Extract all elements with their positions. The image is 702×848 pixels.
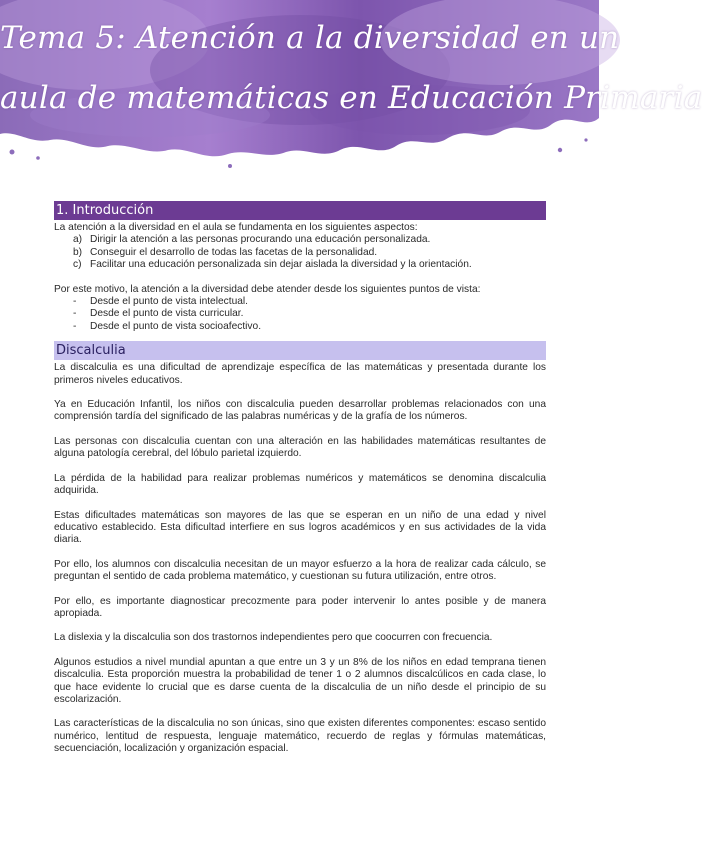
paragraph: Estas dificultades matemáticas son mayores de las que se esperan en un niño de una edad y nivel educativo establecido. Esta dificultad interfiere en sus logros académicos y en sus actividades de la vida diaria. [54, 509, 546, 546]
paragraph: Algunos estudios a nivel mundial apuntan a que entre un 3 y un 8% de los niños en edad temprana tienen discalculia. Esta proporción muestra la probabilidad de tener 1 o 2 alumnos discalcúlicos en cada clase, lo que hace evidente lo crucial que es darse cuenta de la discalculia de un niño desde el principio de su escolarización. [54, 656, 546, 705]
paragraph: Por ello, es importante diagnosticar precozmente para poder intervenir lo antes posible y de manera apropiada. [54, 595, 546, 619]
list-item: b) Conseguir el desarrollo de todas las facetas de la personalidad. [73, 246, 378, 258]
page-title-line-1: Tema 5: Atención a la diversidad en un [0, 20, 620, 56]
paragraph: Ya en Educación Infantil, los niños con discalculia pueden desarrollar problemas relacionados con una comprensión tardía del significado de las palabras numéricas y de la grafía de los números. [54, 399, 546, 423]
paragraph: Las personas con discalculia cuentan con una alteración en las habilidades matemáticas resultantes de alguna patología cerebral, del lóbulo parietal izquierdo. [54, 435, 546, 460]
list-item: a) Dirigir la atención a las personas procurando una educación personalizada. [73, 234, 431, 246]
list-item: - Desde el punto de vista intelectual. [73, 296, 249, 308]
viewpoints-paragraph: Por este motivo, la atención a la diversidad debe atender desde los siguientes puntos de vista: [54, 283, 481, 295]
page-title-line-2: aula de matemáticas en Educación Primaria [0, 80, 702, 116]
paragraph: La pérdida de la habilidad para realizar problemas numéricos y matemáticos se denomina discalculia adquirida. [54, 472, 546, 497]
header-banner [0, 0, 702, 175]
document-body [54, 201, 546, 756]
paragraph: La discalculia es una dificultad de aprendizaje específica de las matemáticas y presentada durante los primeros niveles educativos. [54, 362, 546, 386]
paragraph: Las características de la discalculia no son únicas, sino que existen diferentes componentes: escaso sentido numérico, lentitud de respuesta, lenguaje matemático, recuerdo de reglas y fórmulas matemáticas, secuenciación, localización y organización espacial. [54, 718, 546, 755]
list-item: c) Facilitar una educación personalizada sin dejar aislada la diversidad y la orientación. [73, 259, 472, 271]
paragraph: La dislexia y la discalculia son dos trastornos independientes pero que coocurren con frecuencia. [54, 632, 493, 644]
section-heading-discalculia: Discalculia [54, 341, 546, 360]
viewpoints-list [54, 296, 546, 333]
aspects-list [54, 234, 546, 271]
section-heading-introduccion: 1. Introducción [54, 201, 546, 220]
intro-paragraph: La atención a la diversidad en el aula se fundamenta en los siguientes aspectos: [54, 222, 418, 233]
list-item: - Desde el punto de vista curricular. [73, 308, 244, 320]
list-item: - Desde el punto de vista socioafectivo. [73, 320, 262, 332]
paragraph: Por ello, los alumnos con discalculia necesitan de un mayor esfuerzo a la hora de realizar cada cálculo, se preguntan el sentido de cada problema matemático, y cuestionan su futura utilización, entre otros. [54, 558, 546, 583]
